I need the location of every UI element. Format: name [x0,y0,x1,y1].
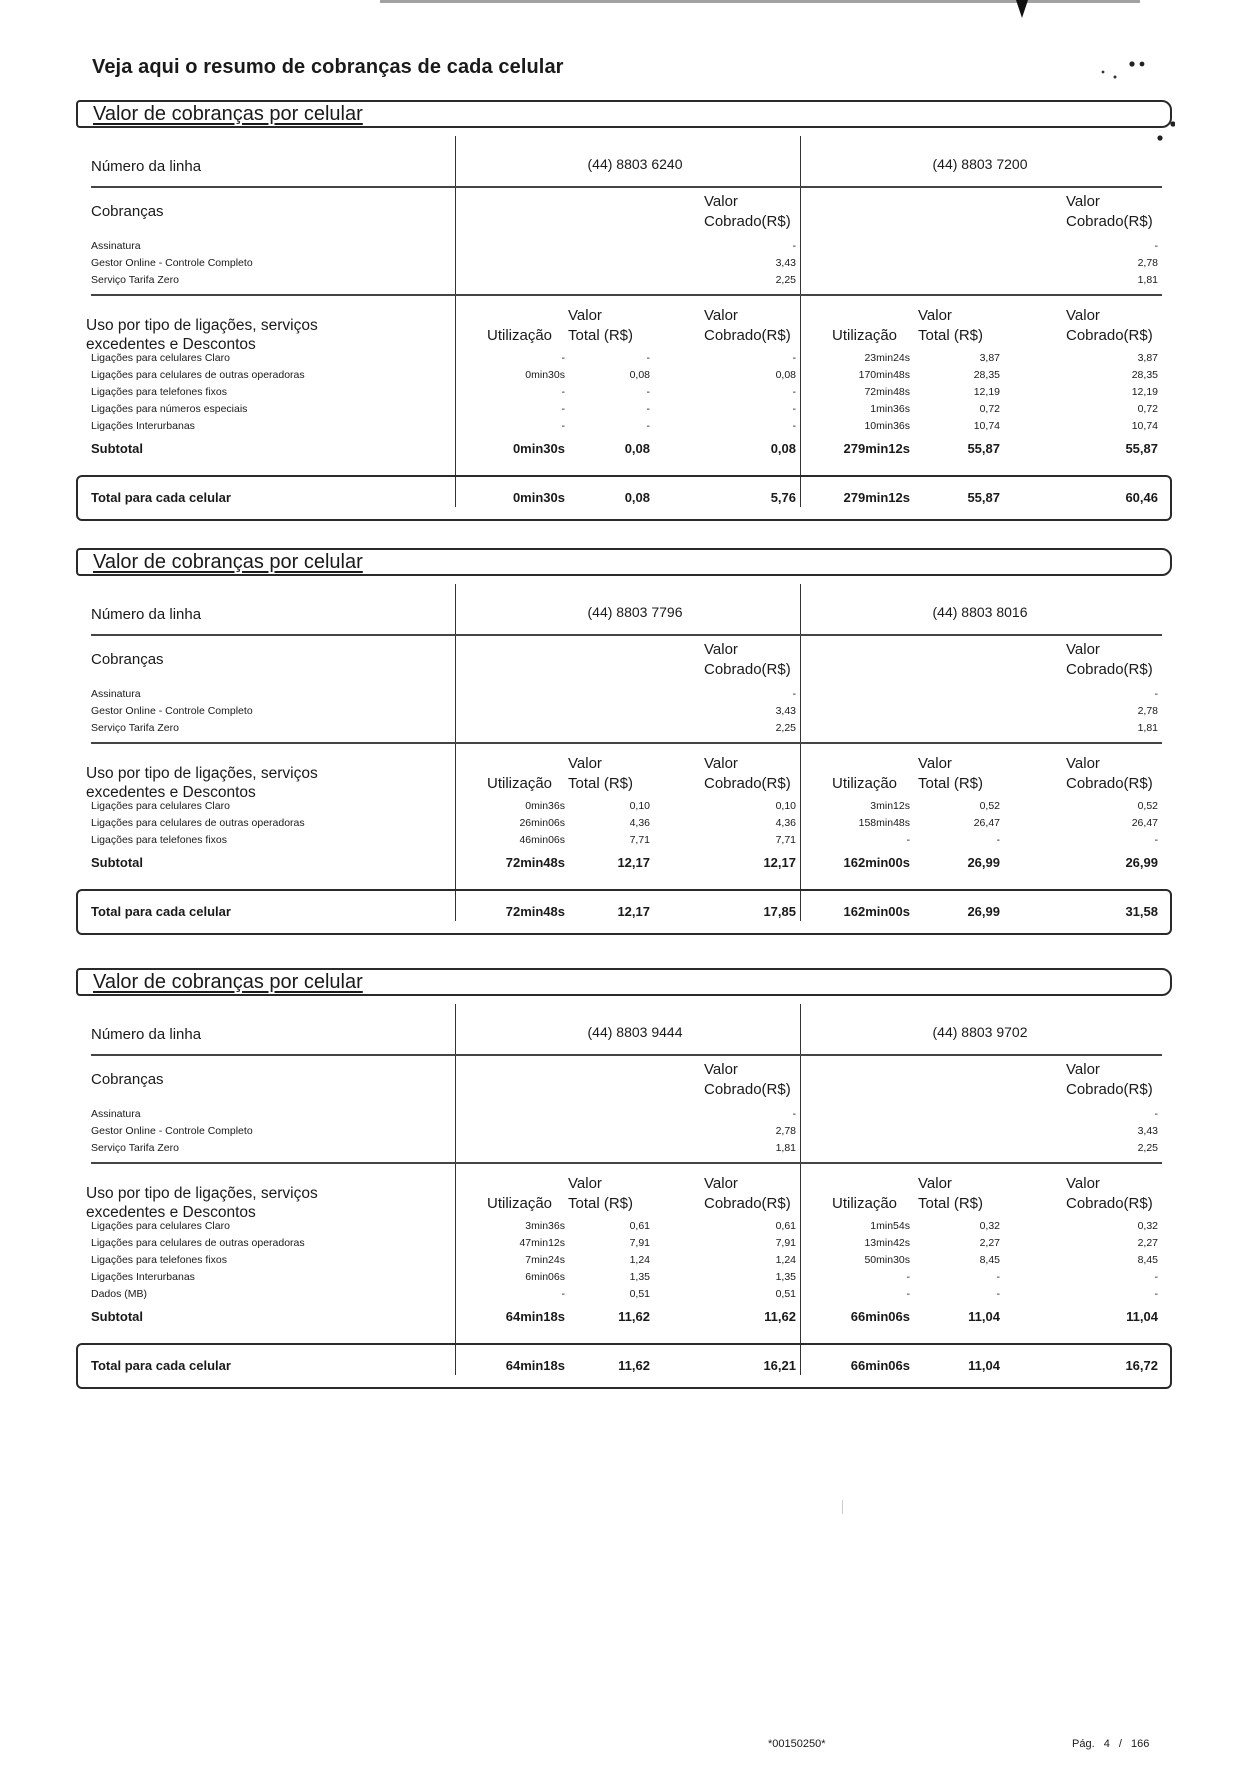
usage-total-value: - [996,1288,1000,1300]
usage-total-value: - [996,1271,1000,1283]
usage-total-value: - [646,420,650,432]
row-divider [91,1162,1162,1164]
charges-values [1078,686,1158,737]
header-total: Total (R$) [568,775,634,792]
usage-labels [91,1218,305,1303]
row-divider [91,742,1162,744]
header-valor-total [918,1174,983,1214]
charges-values [716,1106,796,1157]
usage-cobrado-value: 26,47 [1131,817,1158,829]
numero-linha-label: Número da linha [91,606,202,623]
subtotal-util: 66min06s [850,1309,910,1324]
charge-value: 2,78 [1137,257,1158,269]
usage-label: Ligações para celulares Claro [91,352,230,364]
subtotal-total: 11,62 [618,1309,650,1324]
header-total: Total (R$) [918,775,984,792]
phone-number: (44) 8803 9702 [932,1024,1028,1040]
charge-value: 3,43 [1137,1125,1158,1137]
usage-cobrado-value: - [792,386,796,398]
header-cobrado: Cobrado(R$) [1066,327,1153,344]
subtotal-cobrado: 12,17 [763,855,796,870]
usage-total-value: 0,32 [979,1220,1000,1232]
subtotal-util: 162min00s [843,855,910,870]
usage-util-value: 6min06s [525,1271,565,1283]
usage-cobrado-value: 0,10 [775,800,796,812]
header-total: Total (R$) [568,327,634,344]
usage-util-column [475,1218,565,1303]
charge-value: 3,43 [775,257,796,269]
charges-labels [91,1106,253,1157]
usage-total-value: 2,27 [979,1237,1000,1249]
usage-cobrado-value: 8,45 [1137,1254,1158,1266]
header-cobrado: Cobrado(R$) [704,661,791,678]
usage-cobrado-value: - [792,403,796,415]
total-util: 0min30s [512,490,565,505]
usage-cobrado-column [726,798,796,849]
header-cobrado: Cobrado(R$) [704,775,791,792]
usage-label: Ligações para telefones fixos [91,834,228,846]
usage-cobrado-column [1088,798,1158,849]
usage-cobrado-column [1088,1218,1158,1303]
charges-labels [91,238,253,289]
subtotal-total: 55,87 [967,441,1000,456]
page-title: Veja aqui o resumo de cobranças de cada celular [92,56,564,78]
total-per-phone-box [76,1343,1172,1389]
header-utilizacao: Utilização [487,775,553,792]
usage-labels [91,798,305,849]
cobrancas-heading: Cobranças [91,1071,164,1088]
usage-util-column [475,350,565,435]
charge-label: Gestor Online - Controle Completo [91,705,253,717]
usage-total-value: 1,24 [629,1254,650,1266]
header-cobrado: Cobrado(R$) [704,327,791,344]
charge-value: - [792,1108,796,1120]
usage-label: Ligações para celulares de outras operadoras [91,817,305,829]
usage-util-value: 0min36s [525,800,565,812]
usage-util-value: 1min36s [870,403,910,415]
usage-util-column [820,1218,910,1303]
row-divider [91,294,1162,296]
usage-total-value: 26,47 [973,817,1000,829]
page-label: Pág. [1072,1738,1095,1750]
header-valor: Valor [1066,1061,1100,1078]
total-total: 55,87 [967,490,1000,505]
header-valor: Valor [1066,307,1100,324]
header-total: Total (R$) [568,1195,634,1212]
usage-total-column [580,350,650,435]
charge-label: Assinatura [91,688,141,700]
charge-label: Serviço Tarifa Zero [91,722,179,734]
usage-total-value: - [996,834,1000,846]
usage-cobrado-value: 12,19 [1131,386,1158,398]
subtotal-util: 72min48s [505,855,565,870]
phone-number: (44) 8803 9444 [587,1024,683,1040]
usage-total-value: 0,10 [629,800,650,812]
usage-util-value: 158min48s [858,817,910,829]
usage-total-column [580,798,650,849]
total-total: 12,17 [617,904,650,919]
usage-util-value: - [906,834,910,846]
document-code: *00150250* [768,1738,826,1750]
total-total: 11,62 [618,1358,650,1373]
total-per-phone-box [76,475,1172,521]
total-cobrado: 5,76 [770,490,796,505]
valor-cobrado-header [1066,192,1162,232]
section-header-bar [76,100,1172,128]
header-valor: Valor [918,1175,952,1192]
subtotal-total: 0,08 [624,441,650,456]
header-utilizacao: Utilização [832,775,898,792]
total-util: 162min00s [843,904,910,919]
usage-util-value: 26min06s [519,817,565,829]
charge-value: - [792,688,796,700]
header-utilizacao: Utilização [487,1195,553,1212]
header-cobrado: Cobrado(R$) [704,1195,791,1212]
charge-label: Assinatura [91,240,141,252]
usage-cobrado-value: 1,35 [775,1271,796,1283]
usage-total-value: 4,36 [629,817,650,829]
charge-value: 2,25 [775,722,796,734]
header-valor-total [568,1174,633,1214]
usage-util-value: 0min30s [525,369,565,381]
usage-util-value: - [906,1271,910,1283]
cobrancas-heading: Cobranças [91,651,164,668]
total-cobrado: 17,85 [763,904,796,919]
header-valor: Valor [704,1061,738,1078]
usage-util-value: - [561,386,565,398]
usage-total-value: 7,71 [629,834,650,846]
usage-cobrado-value: 0,61 [775,1220,796,1232]
numero-linha-label: Número da linha [91,158,202,175]
usage-util-value: - [561,1288,565,1300]
charges-labels [91,686,253,737]
usage-label: Ligações para telefones fixos [91,1254,228,1266]
usage-cobrado-value: 3,87 [1137,352,1158,364]
header-utilizacao: Utilização [832,1195,898,1212]
usage-cobrado-value: 7,91 [775,1237,796,1249]
charge-value: 2,78 [1137,705,1158,717]
usage-cobrado-column [726,350,796,435]
subtotal-cobrado: 11,04 [1126,1309,1158,1324]
charges-values [716,686,796,737]
usage-util-value: 7min24s [525,1254,565,1266]
header-valor-total [568,754,633,794]
usage-labels [91,350,305,435]
usage-cobrado-value: 0,32 [1137,1220,1158,1232]
charge-value: - [1154,240,1158,252]
header-valor: Valor [704,193,738,210]
usage-label: Ligações para números especiais [91,403,248,415]
subtotal-cobrado: 55,87 [1125,441,1158,456]
charge-label: Gestor Online - Controle Completo [91,257,253,269]
row-divider [91,186,1162,188]
valor-cobrado-header [704,1060,800,1100]
usage-cobrado-value: 2,27 [1137,1237,1158,1249]
header-valor: Valor [1066,755,1100,772]
header-valor: Valor [918,755,952,772]
usage-cobrado-value: 0,52 [1137,800,1158,812]
phone-number: (44) 8803 7796 [587,604,683,620]
usage-cobrado-value: 4,36 [775,817,796,829]
usage-label: Ligações Interurbanas [91,1271,195,1283]
charge-value: - [1154,1108,1158,1120]
usage-util-value: 13min42s [864,1237,910,1249]
header-utilizacao: Utilização [487,327,553,344]
usage-label: Ligações para celulares Claro [91,800,230,812]
usage-heading-line2: excedentes e Descontos [86,1204,256,1221]
total-per-phone-box [76,889,1172,935]
numero-linha-label: Número da linha [91,1026,202,1043]
row-divider [91,634,1162,636]
section-header-bar [76,548,1172,576]
subtotal-total: 26,99 [967,855,1000,870]
total-label: Total para cada celular [91,1358,231,1373]
usage-util-column [820,798,910,849]
usage-cobrado-value: - [792,352,796,364]
phone-number: (44) 8803 8016 [932,604,1028,620]
header-cobrado: Cobrado(R$) [704,213,791,230]
usage-util-value: - [561,420,565,432]
usage-cobrado-value: 0,08 [775,369,796,381]
usage-util-value: 10min36s [864,420,910,432]
total-label: Total para cada celular [91,904,231,919]
header-valor: Valor [704,641,738,658]
scan-artifact [842,1500,843,1514]
header-valor-cobrado [704,754,791,794]
usage-util-value: - [561,403,565,415]
header-cobrado: Cobrado(R$) [1066,775,1153,792]
usage-label: Ligações para celulares de outras operadoras [91,369,305,381]
subtotal-cobrado: 11,62 [764,1309,796,1324]
usage-util-value: 3min36s [525,1220,565,1232]
subtotal-total: 11,04 [968,1309,1000,1324]
total-total: 0,08 [624,490,650,505]
usage-cobrado-value: 0,51 [775,1288,796,1300]
usage-total-column [580,1218,650,1303]
charge-label: Serviço Tarifa Zero [91,1142,179,1154]
charge-value: - [792,240,796,252]
header-cobrado: Cobrado(R$) [704,1081,791,1098]
usage-cobrado-value: - [1154,1271,1158,1283]
usage-total-value: 0,72 [979,403,1000,415]
usage-total-value: - [646,352,650,364]
header-valor-total [918,306,983,346]
header-valor-total [918,754,983,794]
page-current: 4 / [1103,1738,1122,1750]
usage-total-value: 3,87 [979,352,1000,364]
total-util: 64min18s [505,1358,565,1373]
usage-cobrado-column [1088,350,1158,435]
subtotal-cobrado: 0,08 [770,441,796,456]
subtotal-util: 0min30s [512,441,565,456]
usage-cobrado-value: 10,74 [1131,420,1158,432]
usage-total-value: 0,08 [629,369,650,381]
usage-heading-line2: excedentes e Descontos [86,784,256,801]
total-util: 66min06s [850,1358,910,1373]
usage-cobrado-value: - [1154,834,1158,846]
usage-cobrado-value: 7,71 [775,834,796,846]
usage-total-column [930,798,1000,849]
subtotal-label: Subtotal [91,1309,143,1324]
usage-total-value: 7,91 [629,1237,650,1249]
charge-value: 2,25 [1137,1142,1158,1154]
section-title: Valor de cobranças por celular [93,551,363,573]
charges-values [1078,238,1158,289]
subtotal-util: 279min12s [843,441,910,456]
charge-value: 2,78 [775,1125,796,1137]
usage-cobrado-value: - [792,420,796,432]
usage-heading [86,1184,318,1222]
valor-cobrado-header [1066,640,1162,680]
header-cobrado: Cobrado(R$) [1066,661,1153,678]
header-valor: Valor [704,1175,738,1192]
charge-value: - [1154,688,1158,700]
subtotal-label: Subtotal [91,441,143,456]
usage-cobrado-value: 28,35 [1131,369,1158,381]
usage-total-value: 28,35 [973,369,1000,381]
header-cobrado: Cobrado(R$) [1066,1081,1153,1098]
charge-label: Assinatura [91,1108,141,1120]
usage-cobrado-value: 1,24 [775,1254,796,1266]
usage-heading [86,316,318,354]
total-cobrado: 16,72 [1125,1358,1158,1373]
total-label: Total para cada celular [91,490,231,505]
usage-heading-line1: Uso por tipo de ligações, serviços [86,1185,318,1202]
usage-util-value: - [561,352,565,364]
header-valor: Valor [568,1175,602,1192]
header-valor-cobrado [1066,1174,1153,1214]
charge-value: 3,43 [775,705,796,717]
subtotal-total: 12,17 [617,855,650,870]
section-header-bar [76,968,1172,996]
total-cobrado: 16,21 [763,1358,796,1373]
usage-label: Ligações para telefones fixos [91,386,228,398]
header-valor-cobrado [1066,306,1153,346]
usage-total-value: - [646,386,650,398]
header-total: Total (R$) [918,1195,984,1212]
section-title: Valor de cobranças por celular [93,103,363,125]
usage-util-value: 3min12s [870,800,910,812]
valor-cobrado-header [1066,1060,1162,1100]
usage-label: Ligações para celulares Claro [91,1220,230,1232]
usage-util-value: 170min48s [858,369,910,381]
usage-util-value: 1min54s [870,1220,910,1232]
usage-heading-line1: Uso por tipo de ligações, serviços [86,765,318,782]
usage-total-value: - [646,403,650,415]
header-valor-cobrado [704,306,791,346]
header-valor: Valor [704,307,738,324]
subtotal-label: Subtotal [91,855,143,870]
header-valor-cobrado [1066,754,1153,794]
total-util: 279min12s [843,490,910,505]
usage-total-value: 12,19 [973,386,1000,398]
cobrancas-heading: Cobranças [91,203,164,220]
usage-cobrado-column [726,1218,796,1303]
charge-value: 2,25 [775,274,796,286]
usage-total-value: 10,74 [973,420,1000,432]
subtotal-util: 64min18s [505,1309,565,1324]
usage-util-column [820,350,910,435]
total-cobrado: 31,58 [1125,904,1158,919]
header-valor-total [568,306,633,346]
header-total: Total (R$) [918,327,984,344]
usage-label: Ligações Interurbanas [91,420,195,432]
header-valor: Valor [1066,193,1100,210]
phone-number: (44) 8803 7200 [932,156,1028,172]
header-valor: Valor [918,307,952,324]
header-valor: Valor [568,307,602,324]
total-util: 72min48s [505,904,565,919]
usage-total-value: 0,52 [979,800,1000,812]
charge-label: Serviço Tarifa Zero [91,274,179,286]
charges-values [716,238,796,289]
valor-cobrado-header [704,192,800,232]
header-valor: Valor [1066,1175,1100,1192]
usage-label: Ligações para celulares de outras operadoras [91,1237,305,1249]
header-valor: Valor [704,755,738,772]
scan-corner-mark [1016,0,1028,18]
charge-value: 1,81 [1137,274,1158,286]
usage-heading-line2: excedentes e Descontos [86,336,256,353]
valor-cobrado-header [704,640,800,680]
subtotal-cobrado: 26,99 [1125,855,1158,870]
total-total: 11,04 [968,1358,1000,1373]
usage-heading [86,764,318,802]
page-number [1072,1738,1149,1750]
header-cobrado: Cobrado(R$) [1066,1195,1153,1212]
row-divider [91,1054,1162,1056]
header-valor: Valor [568,755,602,772]
usage-util-value: 50min30s [864,1254,910,1266]
usage-util-value: - [906,1288,910,1300]
usage-util-value: 23min24s [864,352,910,364]
charge-value: 1,81 [1137,722,1158,734]
total-cobrado: 60,46 [1125,490,1158,505]
usage-total-value: 8,45 [979,1254,1000,1266]
usage-util-column [475,798,565,849]
usage-util-value: 46min06s [519,834,565,846]
usage-total-column [930,350,1000,435]
header-utilizacao: Utilização [832,327,898,344]
usage-total-value: 0,51 [629,1288,650,1300]
usage-heading-line1: Uso por tipo de ligações, serviços [86,317,318,334]
header-valor-cobrado [704,1174,791,1214]
header-valor: Valor [1066,641,1100,658]
charge-label: Gestor Online - Controle Completo [91,1125,253,1137]
usage-total-value: 0,61 [629,1220,650,1232]
usage-total-column [930,1218,1000,1303]
charge-value: 1,81 [775,1142,796,1154]
charges-values [1078,1106,1158,1157]
usage-cobrado-value: 0,72 [1137,403,1158,415]
total-total: 26,99 [967,904,1000,919]
usage-util-value: 47min12s [519,1237,565,1249]
usage-cobrado-value: - [1154,1288,1158,1300]
usage-label: Dados (MB) [91,1288,148,1300]
phone-number: (44) 8803 6240 [587,156,683,172]
page-total: 166 [1131,1738,1150,1750]
section-title: Valor de cobranças por celular [93,971,363,993]
header-cobrado: Cobrado(R$) [1066,213,1153,230]
usage-util-value: 72min48s [864,386,910,398]
usage-total-value: 1,35 [629,1271,650,1283]
